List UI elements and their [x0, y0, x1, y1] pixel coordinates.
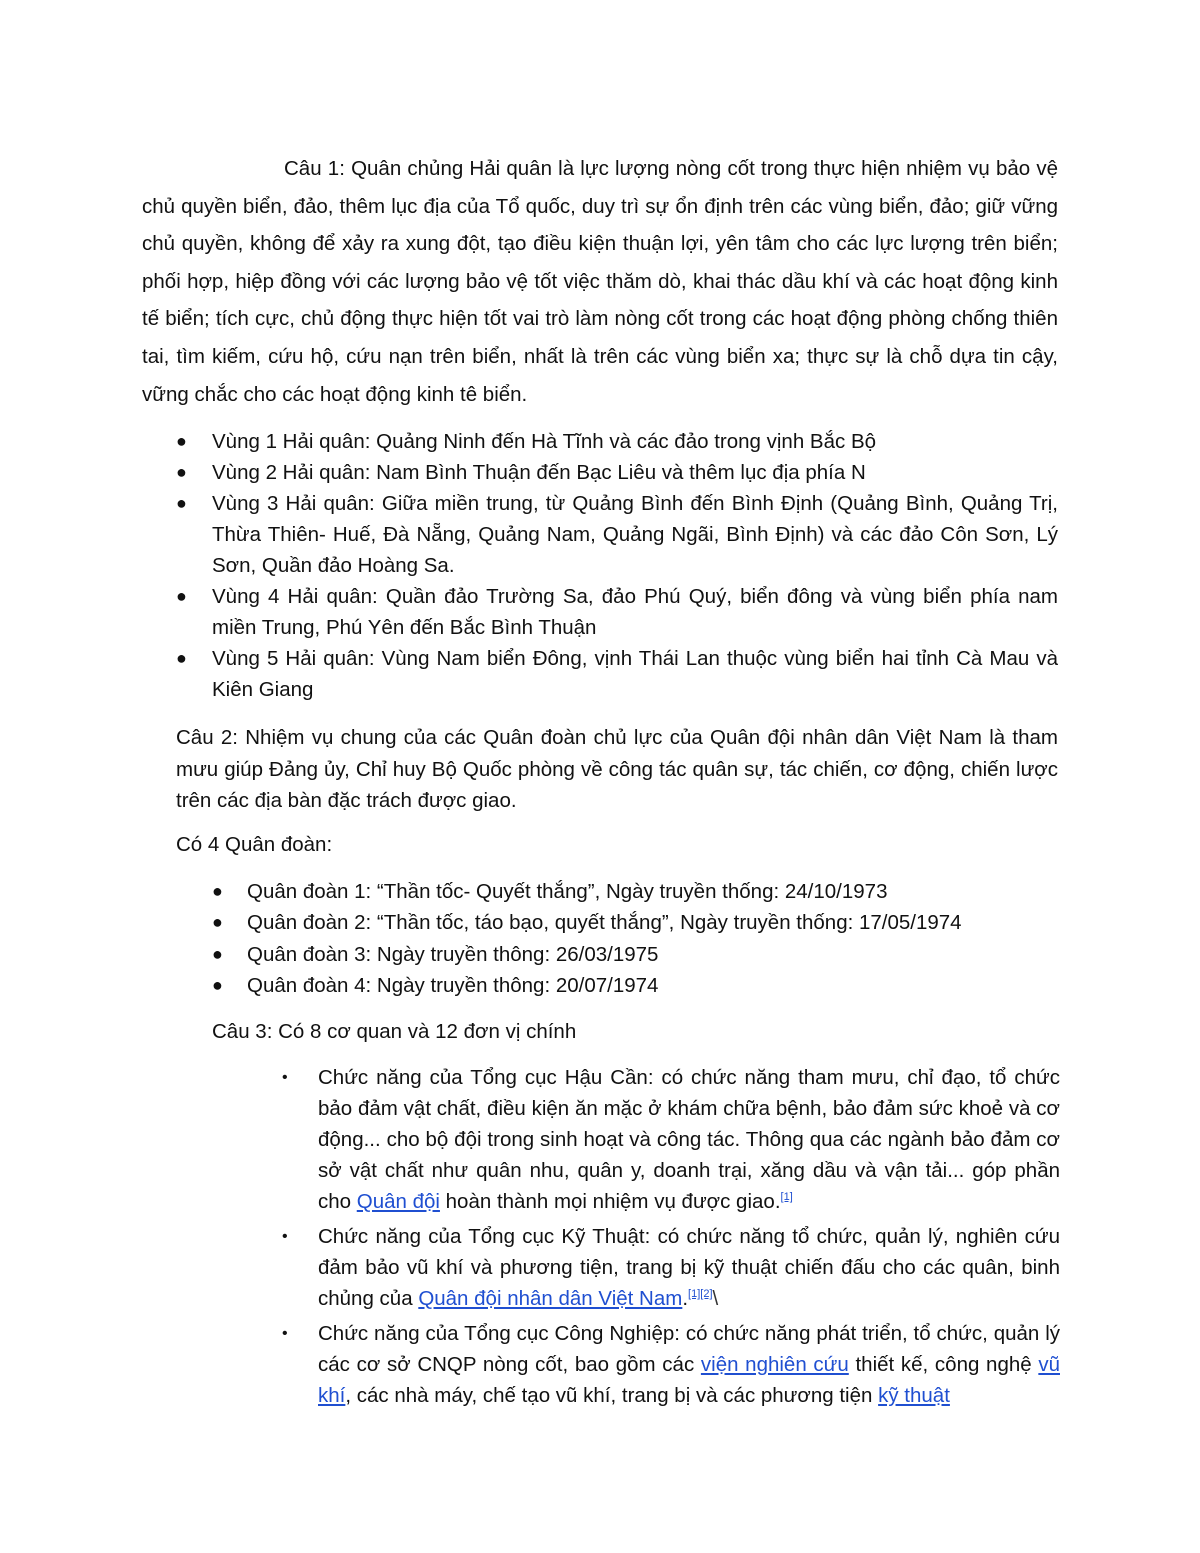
bullet-icon: ●: [212, 943, 223, 964]
corps-list: [212, 876, 1058, 1001]
list-item-text: , các nhà máy, chế tạo vũ khí, trang bị và các phương tiện: [345, 1384, 879, 1407]
list-item: [282, 1221, 1060, 1314]
bullet-icon: ●: [176, 462, 187, 482]
question-3-heading: Câu 3: Có 8 cơ quan và 12 đơn vị chính: [212, 1020, 577, 1043]
stray-character: \: [712, 1287, 719, 1310]
bullet-icon: •: [282, 1069, 288, 1086]
bullet-icon: •: [282, 1228, 288, 1245]
list-item-text: Vùng 5 Hải quân: Vùng Nam biển Đông, vịnh Thái Lan thuộc vùng biển hai tỉnh Cà Mau và Kiên Giang: [212, 647, 1058, 701]
list-item: [176, 488, 1058, 581]
link-vien-nghien-cuu[interactable]: viện nghiên cứu: [700, 1353, 849, 1376]
list-item: [212, 907, 1058, 938]
list-item: [176, 426, 1058, 457]
functions-list: [282, 1062, 1060, 1415]
bullet-icon: ●: [176, 493, 187, 513]
bullet-icon: ●: [212, 974, 223, 995]
list-item-text: .: [682, 1287, 689, 1310]
list-item: [176, 457, 1058, 488]
list-item: [282, 1318, 1060, 1411]
question-1-paragraph: Câu 1: Quân chủng Hải quân là lực lượng nòng cốt trong thực hiện nhiệm vụ bảo vệ chủ quyền biển, đảo, thêm lục địa của Tổ quốc, duy trì sự ổn định trên các vùng biển, đảo; giữ vững chủ quyền, không để xảy ra xung đột, tạo điều kiện thuận lợi, yên tâm cho các lực lượng trên biển; phối hợp, hiệp đồng với các lượng bảo vệ tốt việc thăm dò, khai thác dầu khí và các hoạt động kinh tế biển; tích cực, chủ động thực hiện tốt vai trò làm nòng cốt trong các hoạt động phòng chống thiên tai, tìm kiếm, cứu hộ, cứu nạn trên biển, nhất là trên các vùng biển xa; thực sự là chỗ dựa tin cậy, vững chắc cho các hoạt động kinh tê biển.: [142, 157, 1058, 406]
list-item: [212, 876, 1058, 907]
bullet-icon: ●: [176, 586, 187, 606]
list-item: [282, 1062, 1060, 1217]
footnote-reference[interactable]: [1]: [780, 1191, 793, 1204]
list-item-text: Vùng 3 Hải quân: Giữa miền trung, từ Quảng Bình đến Bình Định (Quảng Bình, Quảng Trị, Thừa Thiên- Huế, Đà Nẵng, Quảng Nam, Quảng Ngãi, Bình Định) và các đảo Côn Sơn, Lý Sơn, Quần đảo Hoàng Sa.: [212, 492, 1058, 577]
link-quan-doi[interactable]: Quân đội: [356, 1190, 440, 1213]
bullet-icon: ●: [176, 648, 187, 668]
list-item-text: Quân đoàn 4: Ngày truyền thông: 20/07/1974: [247, 973, 659, 997]
link-quan-doi-nhan-dan-viet-nam[interactable]: Quân đội nhân dân Việt Nam: [418, 1287, 683, 1310]
bullet-icon: ●: [212, 912, 223, 933]
list-item-text: Chức năng của Tổng cục Công Nghiệp: có chức năng phát triển, tổ chức, quản lý các cơ sở CNQP nòng cốt, bao gồm các: [318, 1322, 1060, 1376]
list-item: [212, 939, 1058, 970]
list-item-text: thiết kế, công nghệ: [848, 1353, 1039, 1376]
bullet-icon: ●: [176, 431, 187, 451]
list-item-text: Quân đoàn 2: “Thần tốc, táo bạo, quyết thắng”, Ngày truyền thống: 17/05/1974: [247, 911, 962, 935]
list-item-text: Quân đoàn 1: “Thần tốc- Quyết thắng”, Ngày truyền thống: 24/10/1973: [247, 880, 888, 903]
list-item-text: Chức năng của Tổng cục Hậu Cần: có chức năng tham mưu, chỉ đạo, tổ chức bảo đảm vật chất, điều kiện ăn mặc ở khám chữa bệnh, bảo đảm sức khoẻ và cơ động... cho bộ đội trong sinh hoạt và công tác. Thông qua các ngành bảo đảm cơ sở vật chất như quân nhu, quân y, doanh trại, xăng dầu và vận tải... góp phần cho: [318, 1066, 1060, 1213]
corps-intro: Có 4 Quân đoàn:: [176, 833, 333, 856]
list-item-text: Quân đoàn 3: Ngày truyền thông: 26/03/1975: [247, 942, 659, 966]
list-item-text: Chức năng của Tổng cục Kỹ Thuật: có chức năng tổ chức, quản lý, nghiên cứu đảm bảo vũ khí và phương tiện, trang bị kỹ thuật chiến đấu cho các quân, binh chủng của: [318, 1225, 1060, 1310]
bullet-icon: •: [282, 1325, 288, 1342]
link-vu-khi[interactable]: vũ khí: [318, 1353, 1060, 1407]
list-item: [176, 581, 1058, 643]
link-ky-thuat[interactable]: kỹ thuật: [878, 1384, 950, 1407]
naval-regions-list: [176, 426, 1058, 705]
list-item-text: Vùng 4 Hải quân: Quần đảo Trường Sa, đảo Phú Quý, biển đông và vùng biển phía nam miền Trung, Phú Yên đến Bắc Bình Thuận: [212, 585, 1058, 639]
bullet-icon: ●: [212, 881, 223, 901]
list-item: [212, 970, 1058, 1001]
question-2-paragraph: Câu 2: Nhiệm vụ chung của các Quân đoàn chủ lực của Quân đội nhân dân Việt Nam là tham mưu giúp Đảng ủy, Chỉ huy Bộ Quốc phòng về công tác quân sự, tác chiến, cơ động, chiến lược trên các địa bàn đặc trách được giao.: [176, 726, 1058, 812]
footnote-reference[interactable]: [1][2]: [688, 1288, 713, 1301]
list-item-text: Vùng 1 Hải quân: Quảng Ninh đến Hà Tĩnh và các đảo trong vịnh Bắc Bộ: [212, 430, 877, 453]
list-item-text: Vùng 2 Hải quân: Nam Bình Thuận đến Bạc Liêu và thêm lục địa phía N: [212, 461, 866, 484]
list-item: [176, 643, 1058, 705]
list-item-text: hoàn thành mọi nhiệm vụ được giao.: [439, 1190, 781, 1213]
